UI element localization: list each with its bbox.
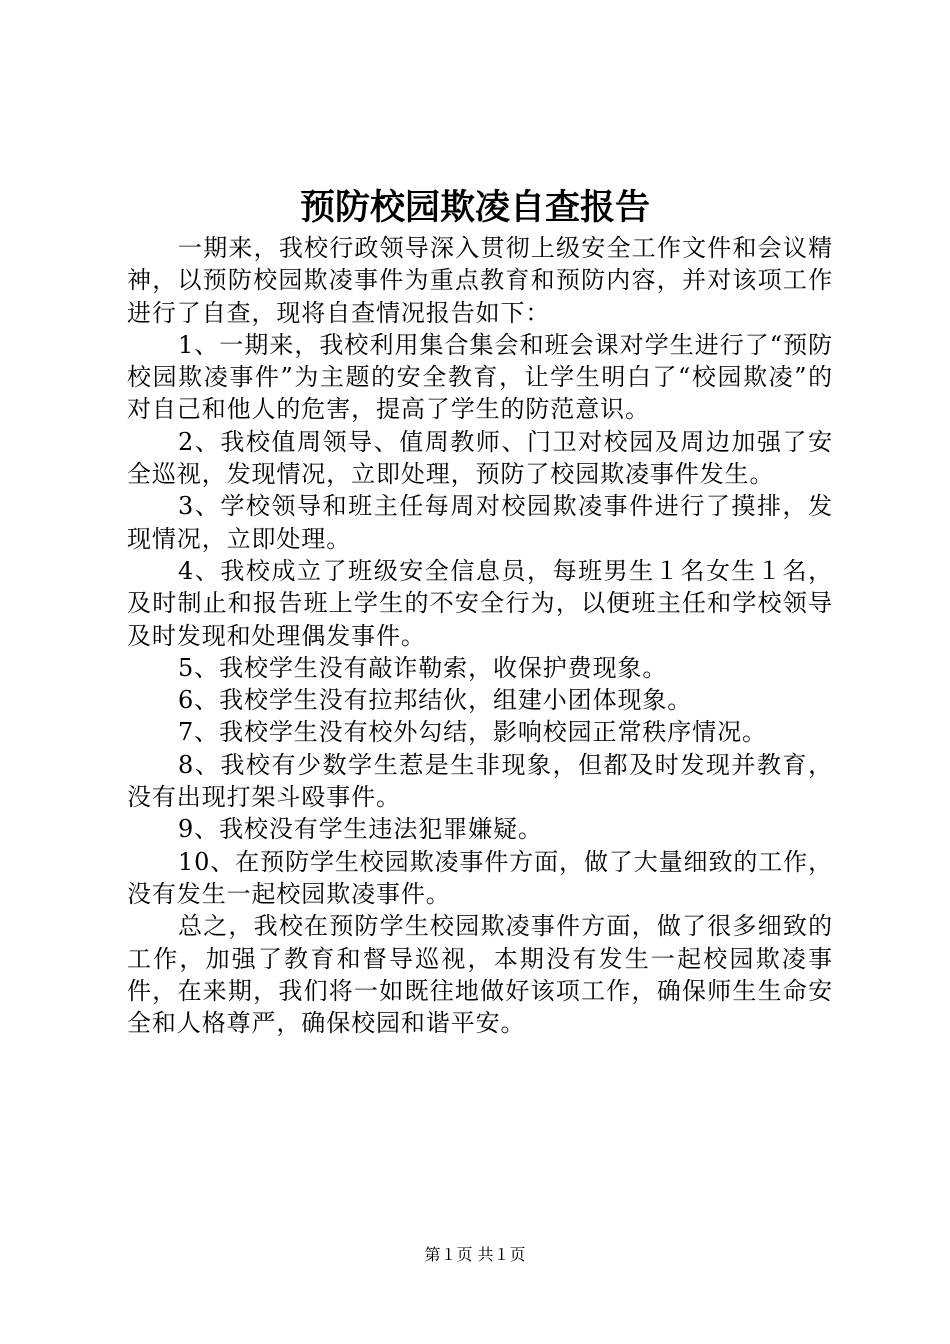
- paragraph-item-6: 6、我校学生没有拉邦结伙，组建小团体现象。: [178, 686, 693, 715]
- document-body: [127, 232, 833, 1039]
- paragraph-item-2: 2、我校值周领导、值周教师、门卫对校园及周边加强了安全巡视，发现情况，立即处理，预防了校园欺凌事件发生。: [127, 427, 833, 489]
- paragraph-item-9: 9、我校没有学生违法犯罪嫌疑。: [178, 815, 543, 844]
- paragraph-item-7: 7、我校学生没有校外勾结，影响校园正常秩序情况。: [178, 718, 767, 747]
- paragraph-intro: 一期来，我校行政领导深入贯彻上级安全工作文件和会议精神，以预防校园欺凌事件为重点教育和预防内容，并对该项工作进行了自查，现将自查情况报告如下：: [127, 234, 833, 327]
- paragraph-item-3: 3、学校领导和班主任每周对校园欺凌事件进行了摸排，发现情况，立即处理。: [127, 492, 833, 553]
- document-title: 预防校园欺凌自查报告: [299, 187, 650, 228]
- paragraph-item-10: 10、在预防学生校园欺凌事件方面，做了大量细致的工作，没有发生一起校园欺凌事件。: [127, 847, 833, 908]
- paragraph-item-8: 8、我校有少数学生惹是生非现象，但都及时发现并教育，没有出现打架斗殴事件。: [127, 750, 833, 812]
- paragraph-item-1: 1、一期来，我校利用集合集会和班会课对学生进行了“预防校园欺凌事件”为主题的安全教育，让学生明白了“校园欺凌”的对自己和他人的危害，提高了学生的防范意识。: [127, 330, 833, 424]
- page-footer: 第１页 共１页: [424, 1245, 526, 1264]
- paragraph-item-4: 4、我校成立了班级安全信息员，每班男生１名女生１名，及时制止和报告班上学生的不安全行为，以便班主任和学校领导及时发现和处理偶发事件。: [127, 556, 833, 650]
- paragraph-item-5: 5、我校学生没有敲诈勒索，收保护费现象。: [178, 653, 668, 682]
- paragraph-conclusion: 总之，我校在预防学生校园欺凌事件方面，做了很多细致的工作，加强了教育和督导巡视，本期没有发生一起校园欺凌事件，在来期，我们将一如既往地做好该项工作，确保师生生命安全和人格尊严，确保校园和谐平安。: [127, 912, 833, 1038]
